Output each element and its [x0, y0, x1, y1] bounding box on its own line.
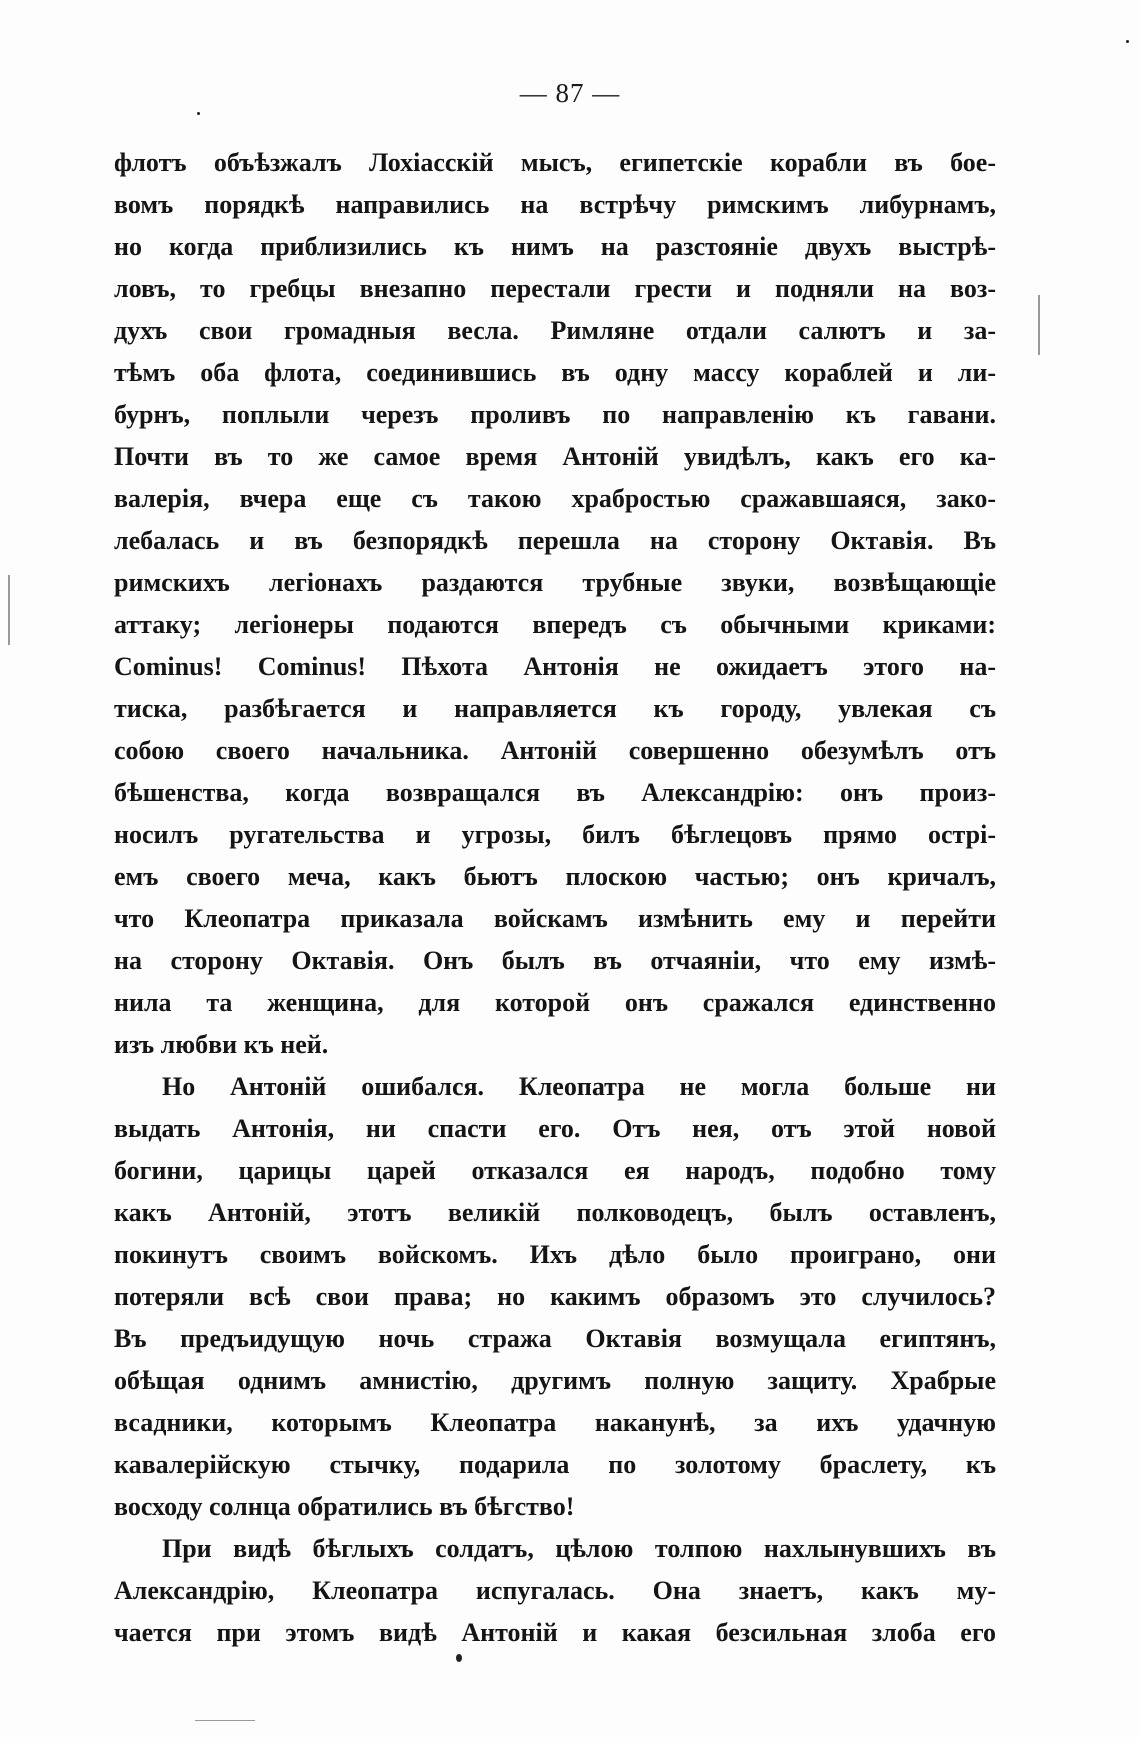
ink-speck [197, 112, 200, 115]
text-line: бѣшенства, когда возвращался въ Александрію: онъ произ- [114, 778, 996, 807]
text-line: лебалась и въ безпорядкѣ перешла на сторону Октавія. Въ [114, 526, 996, 555]
text-line: собою своего начальника. Антоній совершенно обезумѣлъ отъ [114, 736, 996, 765]
text-line: нила та женщина, для которой онъ сражался единственно [114, 988, 996, 1017]
page-number: — 87 — [519, 78, 621, 108]
text-line: валерія, вчера еще съ такою храбростью сражавшаяся, зако- [114, 484, 996, 513]
text-line: ловъ, то гребцы внезапно перестали грести и подняли на воз- [114, 274, 996, 303]
scan-edge-mark [8, 575, 10, 645]
scan-edge-mark [195, 1720, 255, 1721]
text-line: выдать Антонія, ни спасти его. Отъ нея, отъ этой новой [114, 1114, 996, 1143]
text-line: какъ Антоній, этотъ великій полководецъ, былъ оставленъ, [114, 1198, 996, 1227]
text-line: духъ свои громадныя весла. Римляне отдали салютъ и за- [114, 316, 996, 345]
text-line: чается при этомъ видѣ Антоній и какая безсильная злоба его [114, 1618, 996, 1647]
paragraph-start-line: Но Антоній ошибался. Клеопатра не могла больше ни [162, 1072, 996, 1101]
text-line: что Клеопатра приказала войскамъ измѣнить ему и перейти [114, 904, 996, 933]
text-line: Почти въ то же самое время Антоній увидѣлъ, какъ его ка- [114, 442, 996, 471]
text-line: вомъ порядкѣ направились на встрѣчу римскимъ либурнамъ, [114, 190, 996, 219]
ink-speck [1126, 40, 1129, 43]
scan-edge-mark [1038, 295, 1040, 355]
body-text [114, 142, 996, 1654]
text-line: бурнъ, поплыли черезъ проливъ по направленію къ гавани. [114, 400, 996, 429]
text-line: носилъ ругательства и угрозы, билъ бѣглецовъ прямо острі- [114, 820, 996, 849]
text-line: римскихъ легіонахъ раздаются трубные звуки, возвѣщающіе [114, 568, 996, 597]
paragraph-end-line: изъ любви къ ней. [114, 1030, 329, 1059]
paragraph-end-line: восходу солнца обратились въ бѣгство! [114, 1492, 575, 1521]
text-line: аттаку; легіонеры подаются впередъ съ обычными криками: [114, 610, 996, 639]
paragraph-start-line: При видѣ бѣглыхъ солдатъ, цѣлою толпою нахлынувшихъ въ [162, 1534, 996, 1563]
text-line: емъ своего меча, какъ бьютъ плоскою частью; онъ кричалъ, [114, 862, 996, 891]
text-line: но когда приблизились къ нимъ на разстояніе двухъ выстрѣ- [114, 232, 996, 261]
text-line: Въ предъидущую ночь стража Октавія возмущала египтянъ, [114, 1324, 996, 1353]
text-line: тиска, разбѣгается и направляется къ городу, увлекая съ [114, 694, 996, 723]
text-line: богини, царицы царей отказался ея народъ, подобно тому [114, 1156, 996, 1185]
text-line: обѣщая однимъ амнистію, другимъ полную защиту. Храбрые [114, 1366, 996, 1395]
text-line: Cominus! Cominus! Пѣхота Антонія не ожидаетъ этого на- [114, 652, 996, 681]
text-line: кавалерійскую стычку, подарила по золотому браслету, къ [114, 1450, 996, 1479]
ink-speck [456, 1654, 462, 1662]
text-line: флотъ объѣзжалъ Лохіасскій мысъ, египетскіе корабли въ бое- [114, 148, 996, 177]
text-line: потеряли всѣ свои права; но какимъ образомъ это случилось? [114, 1282, 996, 1311]
text-line: покинутъ своимъ войскомъ. Ихъ дѣло было проиграно, они [114, 1240, 996, 1269]
text-line: тѣмъ оба флота, соединившись въ одну массу кораблей и ли- [114, 358, 996, 387]
text-line: всадники, которымъ Клеопатра наканунѣ, за ихъ удачную [114, 1408, 996, 1437]
text-line: Александрію, Клеопатра испугалась. Она знаетъ, какъ му- [114, 1576, 996, 1605]
text-line: на сторону Октавія. Онъ былъ въ отчаяніи, что ему измѣ- [114, 946, 996, 975]
